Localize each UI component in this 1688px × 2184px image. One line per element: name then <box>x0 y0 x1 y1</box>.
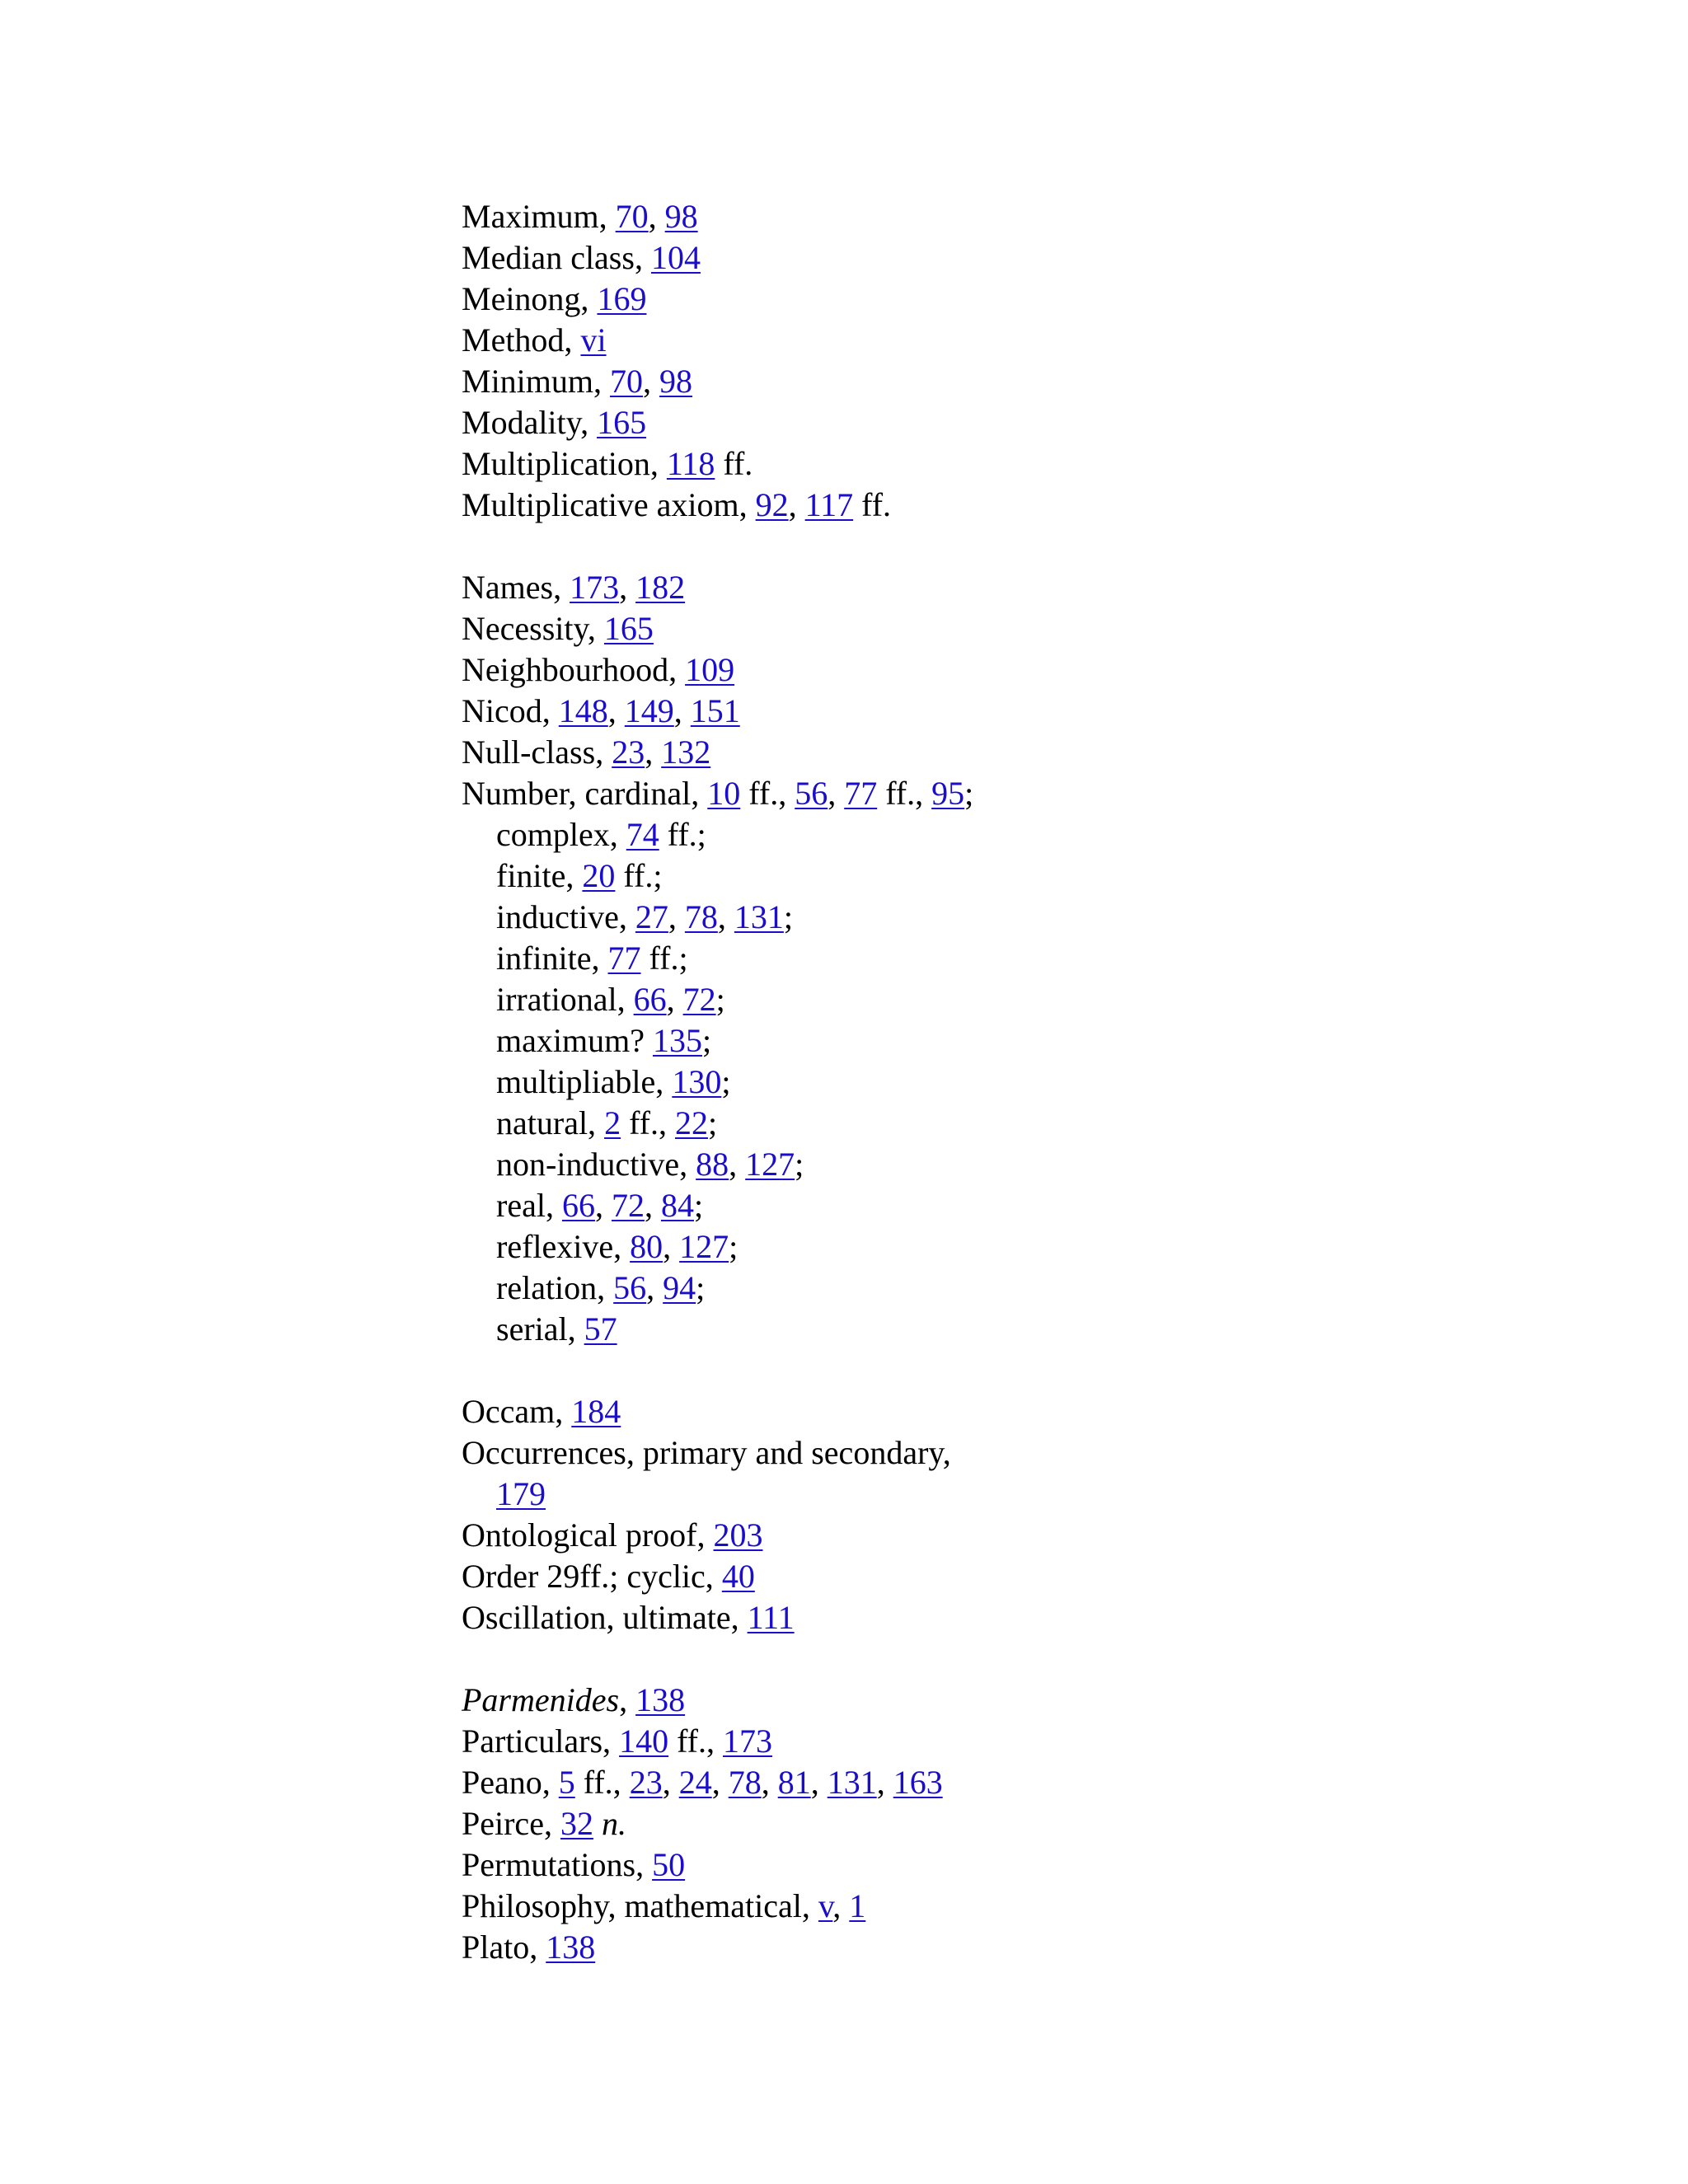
page-reference-link[interactable]: 81 <box>777 1764 811 1801</box>
entry-text: finite, <box>496 857 583 894</box>
entry-text: ff.; <box>640 940 688 977</box>
page-reference-link[interactable]: 184 <box>571 1393 621 1430</box>
index-subentry <box>462 1020 1451 1062</box>
page-reference-link[interactable]: 127 <box>745 1146 795 1183</box>
entry-text: Philosophy, mathematical, <box>462 1887 818 1924</box>
page-reference-link[interactable]: 173 <box>570 569 620 606</box>
page-reference-link[interactable]: 70 <box>615 198 649 235</box>
index-subentry <box>462 1185 1451 1226</box>
page-reference-link[interactable]: 57 <box>584 1310 617 1347</box>
entry-text: reflexive, <box>496 1228 631 1265</box>
page-reference-link[interactable]: 169 <box>597 280 647 317</box>
index-entry <box>462 320 1451 361</box>
page-reference-link[interactable]: 72 <box>682 981 716 1018</box>
page-reference-link[interactable]: 138 <box>546 1929 596 1966</box>
entry-text: , <box>594 1187 612 1224</box>
entry-text: Nicod, <box>462 692 559 729</box>
entry-text: Multiplicative axiom, <box>462 486 756 523</box>
page-reference-link[interactable]: 24 <box>678 1764 712 1801</box>
entry-text: , <box>876 1764 893 1801</box>
index-subentry <box>462 814 1451 855</box>
page-reference-link[interactable]: 135 <box>652 1022 702 1059</box>
entry-text: Peano, <box>462 1764 559 1801</box>
entry-text: Modality, <box>462 404 598 441</box>
index-entry <box>462 732 1451 773</box>
entry-text: , <box>645 733 662 771</box>
entry-text: natural, <box>496 1104 605 1141</box>
entry-text: , <box>648 198 665 235</box>
page-reference-link[interactable]: 70 <box>610 363 644 400</box>
page-reference-link[interactable]: 151 <box>690 692 740 729</box>
page-reference-link[interactable]: 5 <box>558 1764 575 1801</box>
index-group <box>462 1680 1451 1968</box>
page-reference-link[interactable]: 131 <box>827 1764 877 1801</box>
entry-text: Number, cardinal, <box>462 775 708 812</box>
page-reference-link[interactable]: 92 <box>755 486 789 523</box>
index-entry <box>462 196 1451 237</box>
entry-text: Oscillation, ultimate, <box>462 1599 748 1636</box>
entry-text: , <box>717 898 734 935</box>
page-reference-link[interactable]: 94 <box>663 1269 696 1306</box>
entry-text: , <box>810 1764 828 1801</box>
page-reference-link[interactable]: 20 <box>582 857 616 894</box>
index-subentry <box>462 1309 1451 1350</box>
page-reference-link[interactable]: 132 <box>661 733 711 771</box>
entry-text: , <box>828 775 845 812</box>
index-subentry <box>462 1268 1451 1309</box>
entry-text: real, <box>496 1187 562 1224</box>
index-group <box>462 567 1451 1350</box>
entry-text: Permutations, <box>462 1846 653 1883</box>
entry-text: , <box>832 1887 850 1924</box>
entry-text <box>593 1805 602 1842</box>
page-reference-link[interactable]: 111 <box>747 1599 795 1636</box>
index-entry <box>462 402 1451 443</box>
page-reference-link[interactable]: 22 <box>674 1104 708 1141</box>
index-entry <box>462 1556 1451 1597</box>
index-subentry <box>462 1144 1451 1185</box>
index-entry <box>462 1680 1451 1721</box>
entry-text: , <box>673 692 691 729</box>
page-reference-link[interactable]: 95 <box>931 775 965 812</box>
page-reference-link[interactable]: 66 <box>561 1187 595 1224</box>
page-reference-link[interactable]: 66 <box>633 981 667 1018</box>
entry-text: Occam, <box>462 1393 572 1430</box>
index-entry <box>462 1515 1451 1556</box>
index-subentry <box>462 855 1451 897</box>
index-entry <box>462 1927 1451 1968</box>
index-entry <box>462 1391 1451 1432</box>
page-reference-link[interactable]: 56 <box>795 775 828 812</box>
entry-text: ; <box>701 1022 712 1059</box>
page-reference-link[interactable]: 10 <box>707 775 741 812</box>
page-reference-link[interactable]: 80 <box>630 1228 663 1265</box>
entry-text: relation, <box>496 1269 614 1306</box>
page-reference-link[interactable]: 179 <box>496 1475 546 1512</box>
entry-text: maximum? <box>496 1022 653 1059</box>
index-entry <box>462 443 1451 485</box>
page-reference-link[interactable]: 32 <box>560 1805 593 1842</box>
entry-text: ff. <box>715 445 753 482</box>
page-reference-link[interactable]: vi <box>580 321 607 359</box>
entry-text: ; <box>795 1146 804 1183</box>
page-reference-link[interactable]: 182 <box>635 569 686 606</box>
index-entry <box>462 1432 1451 1474</box>
entry-text: Method, <box>462 321 581 359</box>
entry-text: , <box>761 1764 778 1801</box>
entry-text: complex, <box>496 816 626 853</box>
entry-text: Meinong, <box>462 280 598 317</box>
entry-text: , <box>643 363 660 400</box>
entry-text: , <box>729 1146 746 1183</box>
page-reference-link[interactable]: 78 <box>728 1764 762 1801</box>
entry-text: , <box>662 1764 679 1801</box>
index-subentry <box>462 1103 1451 1144</box>
entry-text: Peirce, <box>462 1805 560 1842</box>
entry-text: irrational, <box>496 981 634 1018</box>
index-entry <box>462 1721 1451 1762</box>
italic-text: n. <box>601 1805 626 1842</box>
page-reference-link[interactable]: 173 <box>722 1722 772 1760</box>
entry-text: , <box>668 898 685 935</box>
entry-text: multipliable, <box>496 1063 673 1100</box>
page-reference-link[interactable]: 163 <box>893 1764 943 1801</box>
index-entry <box>462 567 1451 608</box>
entry-text: ; <box>721 1063 731 1100</box>
entry-text: Plato, <box>462 1929 546 1966</box>
page-reference-link[interactable]: 138 <box>635 1681 686 1718</box>
entry-text: inductive, <box>496 898 635 935</box>
index-subentry <box>462 897 1451 938</box>
index-group <box>462 196 1451 526</box>
index-entry <box>462 608 1451 649</box>
entry-text: ; <box>783 898 793 935</box>
page-reference-link[interactable]: v <box>818 1887 833 1924</box>
index-entry <box>462 1597 1451 1638</box>
entry-text: ff., <box>740 775 795 812</box>
entry-text: infinite, <box>496 940 608 977</box>
page-reference-link[interactable]: 77 <box>607 940 641 977</box>
entry-text: Names, <box>462 569 570 606</box>
page-reference-link[interactable]: 84 <box>660 1187 694 1224</box>
entry-text: ff.; <box>659 816 706 853</box>
entry-text: ff.; <box>615 857 663 894</box>
entry-text: ; <box>964 775 974 812</box>
index-page <box>462 196 1451 1968</box>
italic-text: Parmenides <box>462 1681 620 1718</box>
page-reference-link[interactable]: 23 <box>612 733 645 771</box>
page-reference-link[interactable]: 131 <box>734 898 784 935</box>
entry-text: Neighbourhood, <box>462 651 686 688</box>
page-reference-link[interactable]: 78 <box>684 898 718 935</box>
page-reference-link[interactable]: 148 <box>558 692 608 729</box>
index-entry <box>462 237 1451 279</box>
entry-text: Occurrences, primary and secondary, <box>462 1434 951 1471</box>
page-reference-link[interactable]: 118 <box>666 445 715 482</box>
page-reference-link[interactable]: 98 <box>659 363 693 400</box>
entry-text: , <box>646 1269 663 1306</box>
entry-text: ; <box>729 1228 738 1265</box>
entry-text: , <box>619 1681 636 1718</box>
entry-text: Multiplication, <box>462 445 667 482</box>
index-entry <box>462 279 1451 320</box>
index-subentry <box>462 1226 1451 1268</box>
page-reference-link[interactable]: 23 <box>629 1764 663 1801</box>
entry-text: ff., <box>621 1104 675 1141</box>
entry-text: , <box>607 692 625 729</box>
entry-text: ff., <box>877 775 932 812</box>
entry-text: , <box>788 486 805 523</box>
entry-text: ff. <box>853 486 892 523</box>
index-subentry <box>462 979 1451 1020</box>
index-subentry <box>462 1474 1451 1515</box>
entry-text: Null-class, <box>462 733 612 771</box>
page-reference-link[interactable]: 1 <box>849 1887 866 1924</box>
page-reference-link[interactable]: 40 <box>721 1558 755 1595</box>
entry-text: ; <box>707 1104 718 1141</box>
entry-text: Necessity, <box>462 610 604 647</box>
page-reference-link[interactable]: 77 <box>844 775 878 812</box>
entry-text: Minimum, <box>462 363 611 400</box>
page-reference-link[interactable]: 88 <box>696 1146 729 1183</box>
page-reference-link[interactable]: 165 <box>597 404 647 441</box>
page-reference-link[interactable]: 165 <box>603 610 654 647</box>
index-entry <box>462 1762 1451 1803</box>
entry-text: Particulars, <box>462 1722 620 1760</box>
entry-text: ; <box>696 1269 706 1306</box>
index-entry <box>462 485 1451 526</box>
index-group <box>462 1391 1451 1638</box>
index-subentry <box>462 938 1451 979</box>
index-entry <box>462 691 1451 732</box>
page-reference-link[interactable]: 72 <box>611 1187 645 1224</box>
entry-text: Maximum, <box>462 198 616 235</box>
page-reference-link[interactable]: 56 <box>613 1269 647 1306</box>
index-entry <box>462 773 1451 814</box>
entry-text: Median class, <box>462 239 651 276</box>
entry-text: serial, <box>496 1310 584 1347</box>
page-reference-link[interactable]: 130 <box>672 1063 722 1100</box>
page-reference-link[interactable]: 2 <box>604 1104 621 1141</box>
page-reference-link[interactable]: 203 <box>713 1516 763 1554</box>
page-reference-link[interactable]: 98 <box>664 198 698 235</box>
page-reference-link[interactable]: 149 <box>624 692 674 729</box>
entry-text: non-inductive, <box>496 1146 696 1183</box>
entry-text: ff., <box>574 1764 630 1801</box>
entry-text: , <box>663 1228 680 1265</box>
page-reference-link[interactable]: 104 <box>650 239 701 276</box>
entry-text: , <box>666 981 683 1018</box>
index-entry <box>462 1844 1451 1886</box>
index-entry <box>462 649 1451 691</box>
entry-text: Order 29ff.; cyclic, <box>462 1558 722 1595</box>
entry-text: , <box>711 1764 729 1801</box>
entry-text: Ontological proof, <box>462 1516 714 1554</box>
entry-text: ; <box>693 1187 704 1224</box>
page-reference-link[interactable]: 74 <box>626 816 659 853</box>
page-reference-link[interactable]: 27 <box>635 898 668 935</box>
page-reference-link[interactable]: 117 <box>804 486 854 523</box>
page-reference-link[interactable]: 140 <box>619 1722 669 1760</box>
index-entry <box>462 1803 1451 1844</box>
page-reference-link[interactable]: 50 <box>652 1846 686 1883</box>
page-reference-link[interactable]: 109 <box>685 651 735 688</box>
index-entry <box>462 1886 1451 1927</box>
page-reference-link[interactable]: 127 <box>679 1228 729 1265</box>
index-subentry <box>462 1062 1451 1103</box>
entry-text: , <box>644 1187 661 1224</box>
entry-text: , <box>619 569 636 606</box>
entry-text: ff., <box>668 1722 723 1760</box>
entry-text: ; <box>715 981 725 1018</box>
index-entry <box>462 361 1451 402</box>
